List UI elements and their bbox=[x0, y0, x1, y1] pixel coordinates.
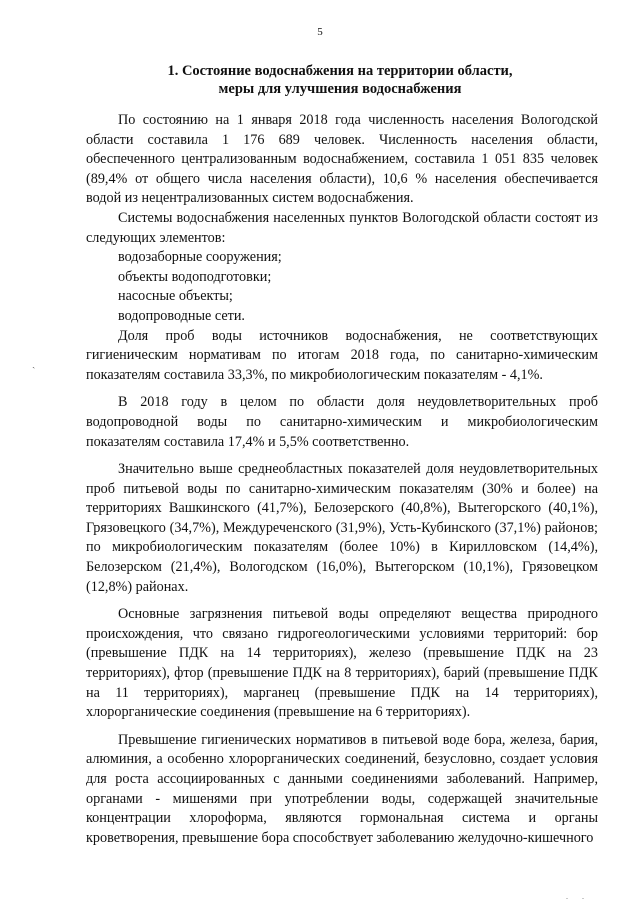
heading-line-2: меры для улучшения водоснабжения bbox=[218, 81, 462, 97]
paragraph-contaminants: Основные загрязнения питьевой воды определяют вещества природного происхождения, что связано гидрогеологическими условиями территорий: бор (превышение ПДК на 14 территориях), железо (превышение ПДК на 23 территориях), фтор (превышение ПДК на 8 территориях), барий (превышение ПДК на 11 территориях), марганец (превышение ПДК на 14 территориях), хлорорганические соединения (превышение на 6 территориях). bbox=[86, 606, 598, 721]
list-item: насосные объекты; bbox=[118, 288, 233, 305]
paragraph-2018-results: В 2018 году в целом по области доля неудовлетворительных проб водопроводной воды по санитарно-химическим и микробиологическим показателям составила 17,4% и 5,5% соответственно. bbox=[86, 394, 598, 450]
section-heading bbox=[100, 62, 580, 98]
document-body bbox=[86, 111, 598, 848]
scan-marks: . . bbox=[566, 892, 590, 901]
paragraph-systems-intro: Системы водоснабжения населенных пунктов Вологодской области состоят из следующих элементов: bbox=[86, 209, 598, 246]
heading-line-1: 1. Состояние водоснабжения на территории области, bbox=[167, 63, 513, 79]
paragraph-health-impact: Превышение гигиенических нормативов в питьевой воде бора, железа, бария, алюминия, а особенно хлорорганических соединений, безусловно, создает условия для роста ассоциированных с данными соединениями заболеваний. Например, органами - мишенями при употреблении воды, содержащей значительные концентрации хлороформа, являются гормональная система и органы кроветворения, превышение бора способствует заболеванию желудочно-кишечного bbox=[86, 731, 598, 846]
list-item: водопроводные сети. bbox=[118, 307, 245, 324]
list-item: водозаборные сооружения; bbox=[118, 249, 282, 266]
list-item: объекты водоподготовки; bbox=[118, 268, 272, 285]
page-number: 5 bbox=[317, 26, 323, 38]
paragraph-sample-share: Доля проб воды источников водоснабжения, не соответствующих гигиеническим нормативам по итогам 2018 года, по санитарно-химическим показателям составила 33,3%, по микробиологическим показателям - 4,1%. bbox=[86, 327, 598, 383]
paragraph-population: По состоянию на 1 января 2018 года численность населения Вологодской области составила 1 176 689 человек. Численность населения области, обеспеченного централизованным водоснабжением, составила 1 051 835 человек (89,4% от общего числа населения области), 10,6 % населения обеспечивается водой из нецентрализованных систем водоснабжения. bbox=[86, 112, 598, 207]
paragraph-districts: Значительно выше среднеобластных показателей доля неудовлетворительных проб питьевой воды по санитарно-химическим показателям (30% и более) на территориях Вашкинского (41,7%), Белозерского (40,8%), Вытегорского (40,1%), Грязовецкого (34,7%), Междуреченского (31,9%), Усть-Кубинского (37,1%) районов; по микробиологическим показателям (более 10%) в Кирилловском (14,4%), Белозерском (21,4%), Вологодском (16,0%), Вытегорском (10,1%), Грязовецком (12,8%) районах. bbox=[86, 461, 598, 595]
margin-mark: ˏ bbox=[32, 358, 36, 369]
